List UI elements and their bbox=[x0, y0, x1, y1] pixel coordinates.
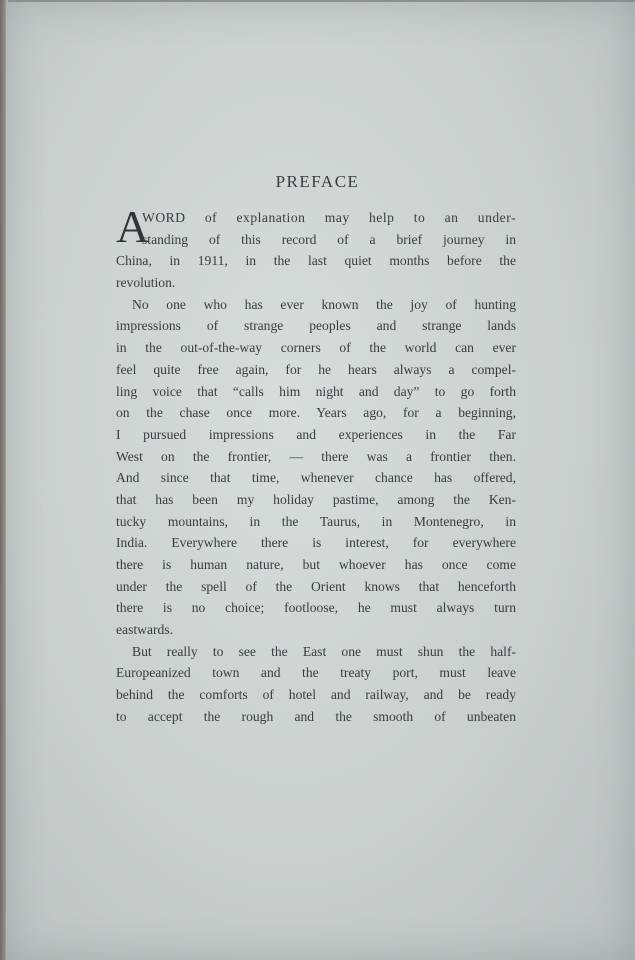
text-line: there is human nature, but whoever has once come bbox=[116, 557, 516, 572]
text-line: India. Everywhere there is interest, for everywhere bbox=[116, 535, 516, 551]
page-title: PREFACE bbox=[275, 172, 360, 191]
text-line: on the chase once more. Years ago, for a beginning, bbox=[116, 405, 516, 421]
text-line: ling voice that “calls him night and day” to go forth bbox=[116, 383, 516, 399]
paragraph-1 bbox=[116, 207, 516, 294]
text-line: WORD of explanation may help to an under- bbox=[142, 210, 516, 225]
text-line: there is no choice; footloose, he must always turn bbox=[116, 600, 516, 616]
text-line: standing of this record of a brief journey in bbox=[142, 231, 516, 247]
text-line: But really to see the East one must shun the half- bbox=[132, 643, 516, 659]
text-line: And since that time, whenever chance has offered, bbox=[116, 470, 516, 486]
text-line: revolution. bbox=[116, 275, 176, 291]
paragraph-2 bbox=[116, 294, 516, 641]
paragraph-3 bbox=[116, 641, 516, 728]
text-line: Europeanized town and the treaty port, must leave bbox=[116, 665, 516, 681]
drop-cap: A bbox=[116, 201, 150, 252]
text-line: China, in 1911, in the last quiet months before the bbox=[116, 253, 516, 269]
text-line: I pursued impressions and experiences in the Far bbox=[116, 426, 516, 442]
text-line: feel quite free again, for he hears always a compel- bbox=[116, 361, 516, 377]
text-line: eastwards. bbox=[116, 622, 173, 638]
text-line: No one who has ever known the joy of hunting bbox=[132, 296, 516, 312]
text-line: tucky mountains, in the Taurus, in Montenegro, in bbox=[116, 513, 516, 529]
text-line: to accept the rough and the smooth of unbeaten bbox=[116, 708, 516, 724]
text-line: impressions of strange peoples and strange lands bbox=[116, 318, 516, 334]
text-line: under the spell of the Orient knows that henceforth bbox=[116, 578, 516, 594]
text-line: in the out-of-the-way corners of the world can ever bbox=[116, 340, 516, 356]
preface-body bbox=[116, 207, 516, 728]
text-line: West on the frontier, — there was a frontier then. bbox=[116, 448, 516, 464]
text-line: behind the comforts of hotel and railway, and be ready bbox=[116, 687, 516, 703]
text-line: that has been my holiday pastime, among the Ken- bbox=[116, 491, 516, 507]
